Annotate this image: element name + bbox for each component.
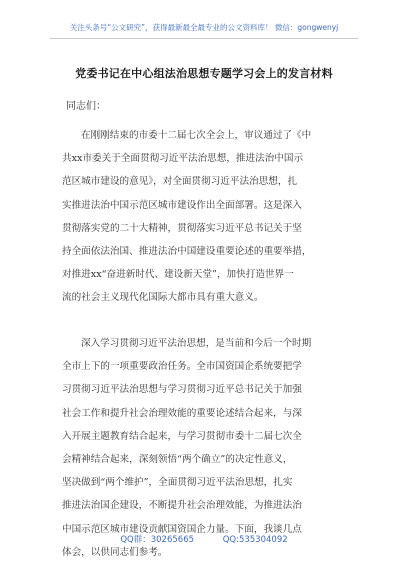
footer-contact [0,533,408,545]
footer-qq-number: QQ:535304092 [222,535,288,545]
paragraph-line: 流的社会主义现代化国际大都市具有重大意义。 [62,292,264,304]
paragraph-line: 社会工作和提升社会治理效能的重要论述结合起来，与深 [62,407,302,419]
paragraph-line: 坚决做到“两个维护”，全面贯彻习近平法治思想，扎实 [62,477,293,489]
paragraph-line: 全市上下的一项重要政治任务。全市国资国企系统要把学 [62,361,302,373]
footer-qq-group: QQ群：30265665 [120,535,195,545]
paragraph-line: 习贯彻习近平法治思想与学习贯彻习近平总书记关于加强 [62,384,302,396]
paragraph-line: 入开展主题教育结合起来，与学习贯彻市委十二届七次全 [62,430,302,442]
paragraph-line: 贯彻落实党的二十大精神，贯彻落实习近平总书记关于坚 [62,222,302,234]
paragraph-line: 实推进法治中国示范区城市建设作出全面部署。这是深入 [62,199,302,211]
paragraph-line: 对推进xx“奋进新时代、建设新天堂”，加快打造世界一 [62,269,294,281]
paragraph-1 [62,124,348,310]
document-title: 党委书记在中心组法治思想专题学习会上的发言材料 [75,67,333,80]
paragraph-line: 会精神结合起来，深刻领悟“两个确立”的决定性意义， [62,454,293,466]
paragraph-line: 推进法治国企建设，不断提升社会治理效能，为推进法治 [62,500,302,512]
header-promo-text: 关注头条号“公文研究”，获得最新最全最专业的公文资料库！ 微信：gongwenyj [69,23,339,32]
header-divider [50,38,358,39]
paragraph-line: 深入学习贯彻习近平法治思想，是当前和今后一个时期 [81,338,312,349]
paragraph-line: 体会，以供同志们参考。 [62,546,168,558]
paragraph-line: 中国示范区城市建设贡献国资国企力量。下面，我谈几点 [62,523,302,535]
paragraph-2 [62,332,348,564]
paragraph-line: 范区城市建设的意见》，对全面贯彻习近平法治思想，扎 [62,176,298,188]
paragraph-line: 共xx市委关于全面贯彻习近平法治思想，推进法治中国示 [62,153,304,165]
paragraph-line: 持全面依法治国、推进法治中国建设重要论述的重要举措， [62,246,312,258]
greeting: 同志们： [66,101,106,112]
paragraph-line: 在刚刚结束的市委十二届七次全会上，审议通过了《中 [81,130,312,141]
